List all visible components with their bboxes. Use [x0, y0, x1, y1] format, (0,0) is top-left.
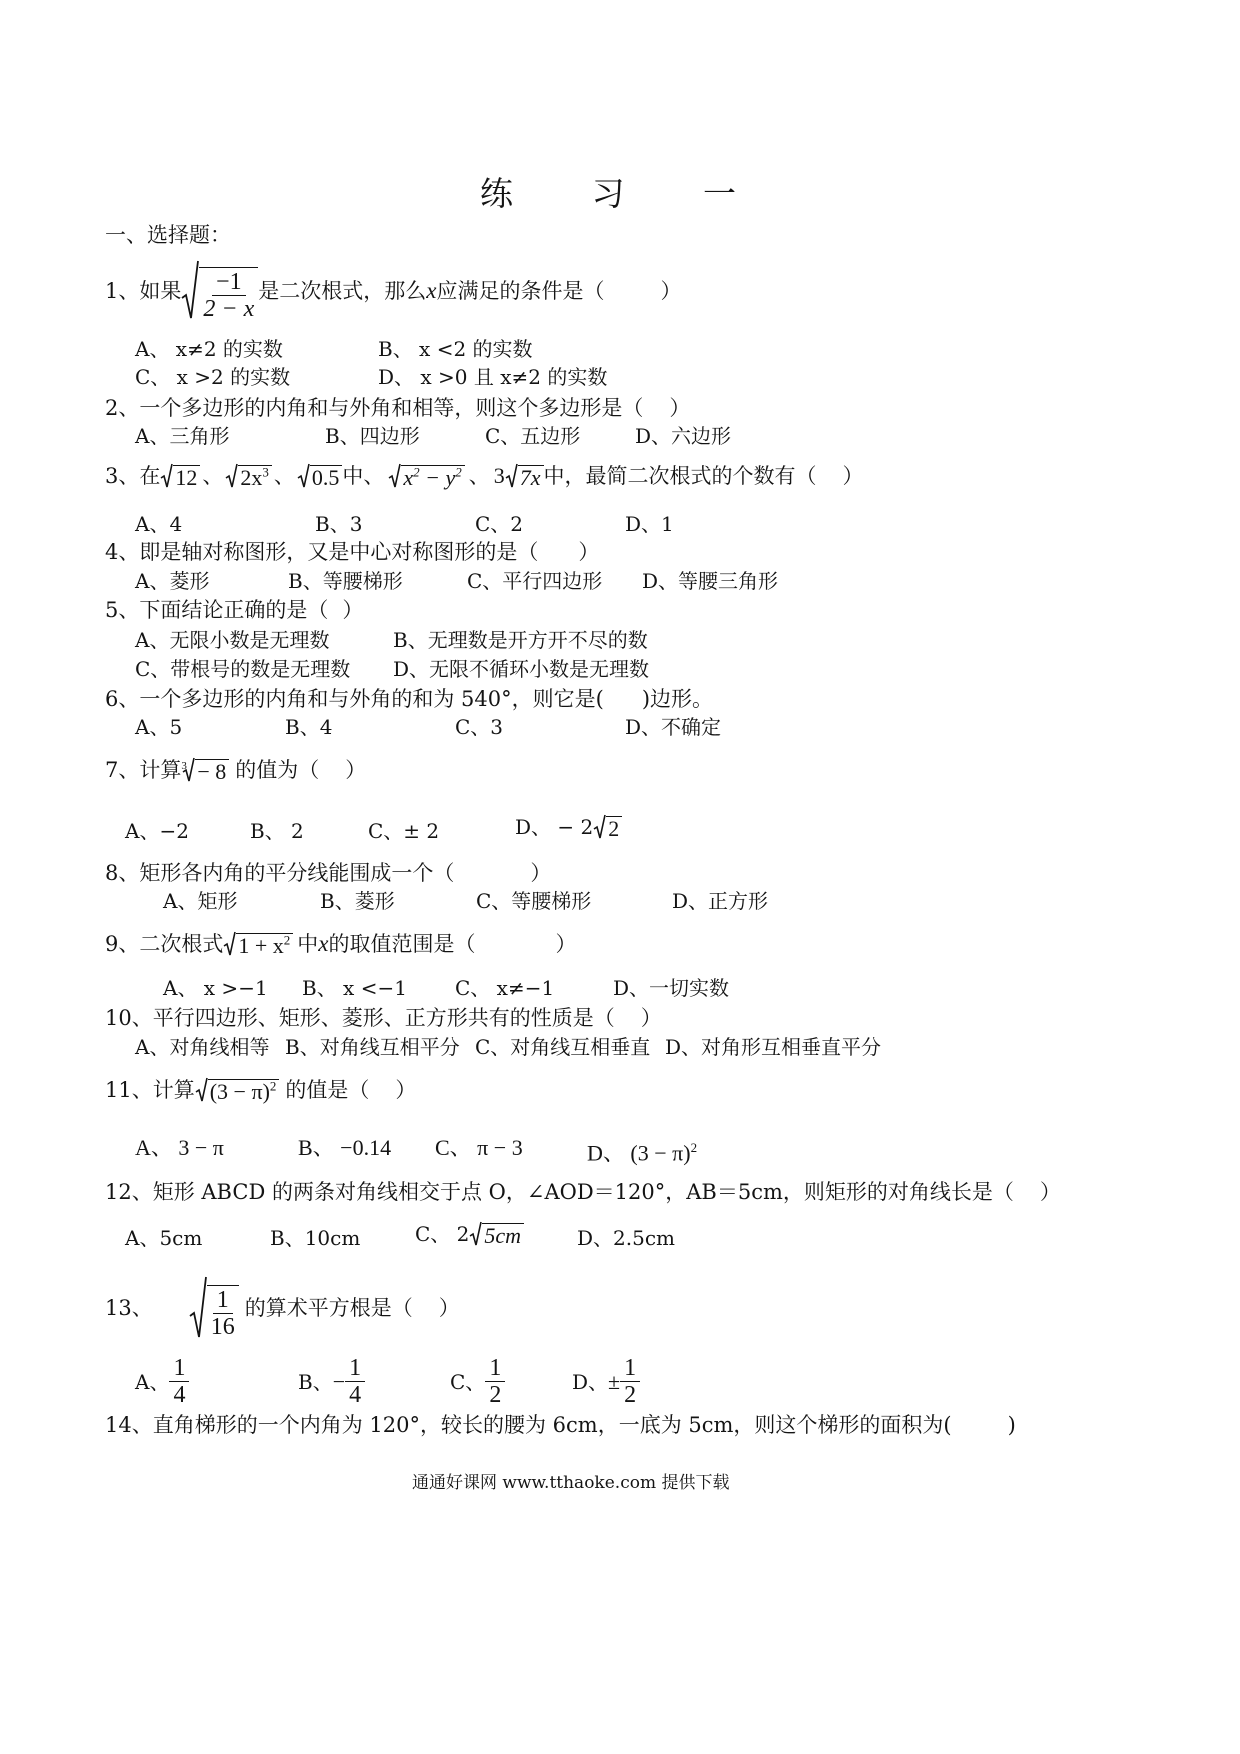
radical-sign-icon: [388, 463, 401, 489]
q9-close: ）: [555, 932, 577, 956]
q11-radicand-exp: 2: [269, 1078, 277, 1094]
q14-close: ): [1007, 1413, 1016, 1437]
q2-close: ）: [669, 396, 691, 420]
q13-option-b-den: 4: [349, 1382, 362, 1408]
q9-radicand-exp: 2: [283, 932, 291, 948]
q13-prefix: 13、: [105, 1296, 153, 1320]
q13-option-a-den: 4: [173, 1382, 186, 1408]
q13-option-c-label: C、: [450, 1369, 486, 1394]
q9-option-d: D、一切实数: [613, 976, 730, 1000]
q3-sep-3: 中、: [342, 464, 385, 488]
q1-option-a: A、 x≠2 的实数: [135, 337, 283, 361]
q11-option-b: B、 −0.14: [298, 1135, 392, 1160]
q4-option-d: D、等腰三角形: [642, 569, 779, 593]
q5-close: ）: [342, 598, 364, 622]
q8-text: 8、矩形各内角的平分线能围成一个（: [105, 861, 455, 885]
radical-sign-icon: [505, 463, 518, 489]
q12-option-b: B、10cm: [270, 1226, 361, 1250]
q12-option-c-label: C、 2: [415, 1222, 470, 1246]
q11-prefix: 11、计算: [105, 1078, 195, 1102]
q11-option-d-label: D、 (3 − π): [587, 1140, 691, 1166]
q7-option-c: C、± 2: [368, 819, 440, 843]
q7-option-d-label: D、 − 2: [515, 815, 594, 839]
q13-option-d-den: 2: [624, 1382, 637, 1408]
q13-frac-numerator: 1: [213, 1287, 233, 1314]
question-13: [105, 1276, 460, 1340]
q11-option-c: C、 π − 3: [435, 1135, 523, 1160]
q3-radical-4: x: [403, 465, 414, 490]
q5-option-a: A、无限小数是无理数: [135, 628, 330, 652]
q13-option-d: [572, 1355, 640, 1408]
q2-option-b: B、四边形: [325, 424, 420, 448]
q4-option-a: A、菱形: [135, 569, 210, 593]
q7-option-b: B、 2: [250, 819, 304, 843]
q3-radical-4-exp: 2: [413, 464, 420, 480]
q3-radical-4-exp2: 2: [455, 464, 462, 480]
q1-frac-denominator: 2 − x: [203, 296, 255, 322]
q11-text: 的值是（: [285, 1078, 370, 1102]
question-2: [105, 395, 690, 421]
q11-radicand: (3 − π): [209, 1079, 270, 1104]
q13-option-d-label: D、: [572, 1369, 609, 1394]
q5-text: 5、下面结论正确的是（: [105, 598, 329, 622]
q3-option-d: D、1: [625, 512, 674, 536]
q12-close: ）: [1039, 1180, 1061, 1204]
q13-text: 的算术平方根是（: [244, 1296, 413, 1320]
q3-radical-2: 2x: [240, 465, 263, 490]
q1-var: x: [426, 278, 437, 303]
q10-option-b: B、对角线互相平分: [285, 1035, 460, 1059]
q13-option-c-num: 1: [485, 1355, 505, 1382]
q3-radical-1: 12: [173, 465, 200, 489]
question-14: [105, 1412, 1016, 1438]
question-12: [105, 1179, 1061, 1205]
q11-option-a: A、 3 − π: [135, 1135, 224, 1160]
q6-text: 6、一个多边形的内角和与外角的和为 540°，则它是(: [105, 687, 604, 711]
q9-option-a: A、 x >−1: [163, 976, 268, 1000]
q9-text: 中: [297, 932, 319, 956]
q1-text-2: 应满足的条件是（: [436, 279, 605, 303]
q12-option-d: D、2.5cm: [577, 1226, 676, 1250]
q6-option-d: D、不确定: [625, 715, 722, 739]
question-10: [105, 1005, 662, 1031]
q13-close: ）: [438, 1296, 460, 1320]
q9-option-b: B、 x <−1: [302, 976, 407, 1000]
q13-option-c-den: 2: [489, 1382, 502, 1408]
q6-close: )边形。: [641, 687, 714, 711]
radical-sign-icon: [195, 1077, 208, 1103]
question-7: [105, 757, 366, 783]
question-1: [105, 260, 681, 322]
q8-option-b: B、菱形: [320, 889, 395, 913]
q1-option-b: B、 x <2 的实数: [378, 337, 533, 361]
q13-option-d-num: 1: [620, 1355, 640, 1382]
q8-option-d: D、正方形: [672, 889, 769, 913]
q5-option-c: C、带根号的数是无理数: [135, 657, 351, 681]
q3-option-c: C、2: [475, 512, 524, 536]
q12-text: 12、矩形 ABCD 的两条对角线相交于点 O，∠AOD＝120°，AB＝5cm，则矩形的对角线长是（: [105, 1180, 1014, 1204]
question-11: [105, 1077, 416, 1103]
q7-radicand: − 8: [195, 759, 229, 783]
q7-text: 的值为（: [235, 758, 320, 782]
radical-sign-icon: [160, 463, 173, 489]
q13-frac-denominator: 16: [210, 1314, 235, 1340]
q7-option-a: A、−2: [125, 819, 189, 843]
q13-option-b-num: 1: [345, 1355, 365, 1382]
q14-text: 14、直角梯形的一个内角为 120°，较长的腰为 6cm，一底为 5cm，则这个梯形的面积为(: [105, 1413, 952, 1437]
question-3: [105, 463, 864, 489]
q1-prefix: 1、如果: [105, 279, 182, 303]
q9-option-c: C、 x≠−1: [455, 976, 555, 1000]
q3-radical-4-mid: − y: [419, 465, 456, 490]
radical-sign-icon: [297, 463, 310, 489]
q3-coef: 3: [493, 463, 505, 488]
question-9: [105, 931, 577, 957]
q1-option-c: C、 x >2 的实数: [135, 365, 291, 389]
question-8: [105, 860, 551, 886]
q8-close: ）: [530, 861, 552, 885]
q13-option-a-label: A、: [135, 1369, 170, 1394]
question-4: [105, 539, 599, 565]
q1-frac-numerator: −1: [212, 269, 246, 296]
q7-close: ）: [345, 758, 367, 782]
question-5: [105, 597, 363, 623]
q12-option-c: [415, 1221, 524, 1247]
q4-text: 4、即是轴对称图形，又是中心对称图形的是（: [105, 540, 539, 564]
q2-text: 2、一个多边形的内角和与外角和相等，则这个多边形是（: [105, 396, 644, 420]
q3-sep-2: 、: [273, 464, 295, 488]
radical-sign-icon: [225, 463, 238, 489]
radical-sign-icon: [189, 1276, 207, 1340]
q12-option-c-radicand: 5cm: [482, 1223, 524, 1247]
q2-option-c: C、五边形: [485, 424, 581, 448]
q8-option-c: C、等腰梯形: [476, 889, 592, 913]
q1-option-d: D、 x >0 且 x≠2 的实数: [378, 365, 608, 389]
q10-option-c: C、对角线互相垂直: [475, 1035, 651, 1059]
q3-sep-1: 、: [202, 464, 224, 488]
q6-option-c: C、3: [455, 715, 504, 739]
q1-close: ）: [660, 279, 682, 303]
q4-option-b: B、等腰梯形: [288, 569, 403, 593]
question-6: [105, 686, 713, 712]
q13-option-a: [135, 1355, 189, 1408]
q7-option-d-radicand: 2: [606, 816, 622, 840]
q11-option-d: [587, 1135, 697, 1166]
q6-option-a: A、5: [135, 715, 183, 739]
q13-option-b-sign: −: [332, 1368, 346, 1394]
page-title: 练 习 一: [480, 174, 770, 213]
q7-root-index: 3: [181, 760, 187, 772]
q13-option-d-sign: ±: [608, 1368, 621, 1394]
page-footer: 通通好课网 www.tthaoke.com 提供下载: [412, 1473, 730, 1493]
q3-text: 中，最简二次根式的个数有（: [543, 464, 817, 488]
q7-option-d: [515, 814, 622, 840]
q10-close: ）: [640, 1006, 662, 1030]
q2-option-a: A、三角形: [135, 424, 230, 448]
section-heading: 一、选择题：: [105, 223, 231, 247]
q3-close: ）: [842, 464, 864, 488]
q8-option-a: A、矩形: [163, 889, 238, 913]
q10-text: 10、平行四边形、矩形、菱形、正方形共有的性质是（: [105, 1006, 615, 1030]
q9-var: x: [318, 931, 329, 956]
q1-radical: [181, 260, 258, 322]
q4-option-c: C、平行四边形: [467, 569, 603, 593]
radical-sign-icon: [593, 814, 606, 840]
q3-option-b: B、3: [315, 512, 363, 536]
radical-sign-icon: [181, 260, 199, 322]
q3-option-a: A、4: [135, 512, 183, 536]
q3-radical-3: 0.5: [310, 465, 343, 489]
q3-sep-4: 、: [468, 464, 490, 488]
q13-option-a-num: 1: [169, 1355, 189, 1382]
q13-option-b: [298, 1355, 365, 1408]
q5-option-b: B、无理数是开方开不尽的数: [393, 628, 648, 652]
q13-option-c: [450, 1355, 505, 1408]
q9-text-2: 的取值范围是（: [328, 932, 476, 956]
q3-prefix: 3、在: [105, 464, 161, 488]
q4-close: ）: [578, 540, 600, 564]
q1-text: 是二次根式，那么: [258, 279, 427, 303]
q10-option-d: D、对角形互相垂直平分: [665, 1035, 882, 1059]
q12-option-a: A、5cm: [125, 1226, 203, 1250]
q10-option-a: A、对角线相等: [135, 1035, 270, 1059]
q6-option-b: B、4: [285, 715, 333, 739]
q9-radicand: 1 + x: [238, 933, 284, 958]
radical-sign-icon: [223, 931, 236, 957]
q11-option-d-exp: 2: [690, 1140, 698, 1155]
q5-option-d: D、无限不循环小数是无理数: [393, 657, 650, 681]
q3-radical-2-exp: 3: [262, 464, 269, 480]
radical-sign-icon: [469, 1221, 482, 1247]
q3-radical-5: 7x: [518, 465, 544, 489]
q11-close: ）: [395, 1078, 417, 1102]
q7-prefix: 7、计算: [105, 758, 182, 782]
q9-prefix: 9、二次根式: [105, 932, 224, 956]
q13-option-b-label: B、: [298, 1369, 333, 1394]
q2-option-d: D、六边形: [635, 424, 732, 448]
